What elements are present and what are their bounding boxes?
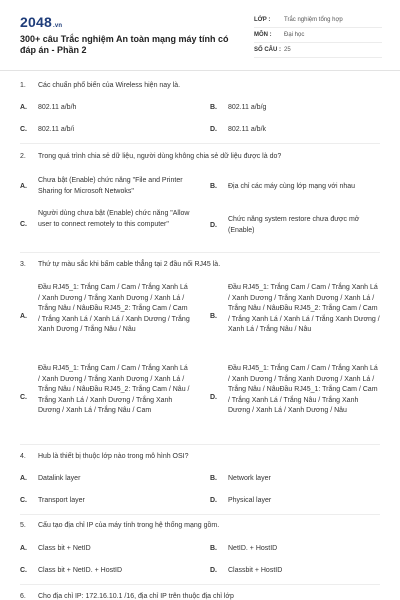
logo-sub: .vn xyxy=(52,23,63,29)
option-2d[interactable]: D. Chức năng system restore chưa được mở (Enable) xyxy=(210,216,360,234)
question-4 xyxy=(20,452,384,462)
option-3d[interactable]: D. Đầu RJ45_1: Trắng Cam / Cam / Trắng Xanh Lá / Xanh Dương / Trắng Xanh Dương / Xanh Lá / Trắng Nâu / NâuĐầu RJ45_1: Trắng Cam / Cam / Trắng Xanh Lá / Trắng Nâu / Trắng Xanh Dương / Xanh Lá / Xanh Dương / Nâu xyxy=(210,365,378,414)
option-4b[interactable]: B. Network layer xyxy=(210,475,271,482)
question-divider xyxy=(20,514,380,515)
option-1a[interactable]: A. 802.11 a/b/h xyxy=(20,104,77,111)
option-5c[interactable]: C. Class bit + NetID. + HostID xyxy=(20,567,123,574)
option-5d[interactable]: D. Classbit + HostID xyxy=(210,567,283,574)
question-divider xyxy=(20,584,380,585)
meta-label: MÔN : xyxy=(254,32,272,38)
question-text: 3. Thứ tự màu sắc khi bấm cable thẳng tại 2 đầu nối RJ45 là. xyxy=(20,261,221,268)
question-3 xyxy=(20,260,384,270)
question-divider xyxy=(20,252,380,253)
meta-label: SỐ CÂU : xyxy=(254,47,281,53)
meta-value: Trắc nghiệm tổng hợp xyxy=(284,17,343,23)
option-1c[interactable]: C. 802.11 a/b/i xyxy=(20,126,75,133)
question-text: 4. Hub là thiết bị thuộc lớp nào trong mô hình OSI? xyxy=(20,453,189,460)
logo-main: 2048 xyxy=(20,14,52,30)
question-text: 5. Cấu tạo địa chỉ IP của máy tính trong hệ thống mạng gồm. xyxy=(20,522,220,529)
question-divider xyxy=(20,444,380,445)
meta-row-class xyxy=(254,13,382,28)
question-1 xyxy=(20,81,384,91)
question-5 xyxy=(20,521,384,531)
question-6 xyxy=(20,592,384,600)
option-1d[interactable]: D. 802.11 a/b/k xyxy=(210,126,267,133)
question-text: 1. Các chuẩn phổ biến của Wireless hiện nay là. xyxy=(20,82,181,89)
option-3b[interactable]: B. Đầu RJ45_1: Trắng Cam / Cam / Trắng Xanh Lá / Xanh Dương / Trắng Xanh Dương / Xanh Lá / Trắng Nâu / NâuĐầu RJ45_2: Trắng Cam / Cam / Trắng Xanh Lá / Xanh Lá / Trắng Xanh Dương / Xanh Lá / Trắng Nâu / Nâu xyxy=(210,284,380,333)
option-4c[interactable]: C. Transport layer xyxy=(20,497,85,504)
question-text: 6. Cho địa chỉ IP: 172.16.10.1 /16, địa chỉ IP trên thuộc địa chỉ lớp xyxy=(20,593,234,600)
question-text: 2. Trong quá trình chia sẻ dữ liệu, người dùng không chia sẻ dữ liệu được là do? xyxy=(20,153,282,160)
site-logo[interactable] xyxy=(20,14,62,30)
document-meta xyxy=(254,13,382,58)
page-header xyxy=(0,0,400,71)
option-5a[interactable]: A. Class bit + NetID xyxy=(20,545,91,552)
option-2a[interactable]: A. Chưa bật (Enable) chức năng "File and Printer Sharing for Microsoft Netwoks" xyxy=(20,177,183,195)
meta-value: 25 xyxy=(284,47,291,53)
question-2 xyxy=(20,152,384,162)
question-divider xyxy=(20,143,380,144)
option-3a[interactable]: A. Đầu RJ45_1: Trắng Cam / Cam / Trắng Xanh Lá / Xanh Dương / Trắng Xanh Dương / Xanh Lá / Trắng Nâu / NâuĐầu RJ45_2: Trắng Cam / Cam / Trắng Xanh Lá / Xanh Lá / Xanh Dương / Trắng Xanh Dương / Trắng Nâu / Nâu xyxy=(20,284,190,333)
option-2b[interactable]: B. Địa chỉ các máy cùng lớp mạng với nhau xyxy=(210,183,356,190)
document-title: 300+ câu Trắc nghiệm An toàn mạng máy tính có đáp án - Phần 2 xyxy=(20,34,229,55)
meta-row-count xyxy=(254,43,382,58)
option-5b[interactable]: B. NetID. + HostID xyxy=(210,545,278,552)
option-3c[interactable]: C. Đầu RJ45_1: Trắng Cam / Cam / Trắng Xanh Lá / Xanh Dương / Trắng Xanh Dương / Xanh Lá / Trắng Nâu / NâuĐầu RJ45_2: Trắng Cam / Nâu / Trắng Xanh Lá / Xanh Dương / Trắng Xanh Dương / Xanh Lá / Trắng Nâu / Cam xyxy=(20,365,190,414)
option-4d[interactable]: D. Physical layer xyxy=(210,497,272,504)
option-4a[interactable]: A. Datalink layer xyxy=(20,475,81,482)
meta-label: LỚP : xyxy=(254,17,271,23)
meta-row-subject xyxy=(254,28,382,43)
option-1b[interactable]: B. 802.11 a/b/g xyxy=(210,104,267,111)
meta-value: Đại học xyxy=(284,32,305,38)
option-2c[interactable]: C. Người dùng chưa bật (Enable) chức năng "Allow user to connect remotely to this computer" xyxy=(20,210,190,228)
